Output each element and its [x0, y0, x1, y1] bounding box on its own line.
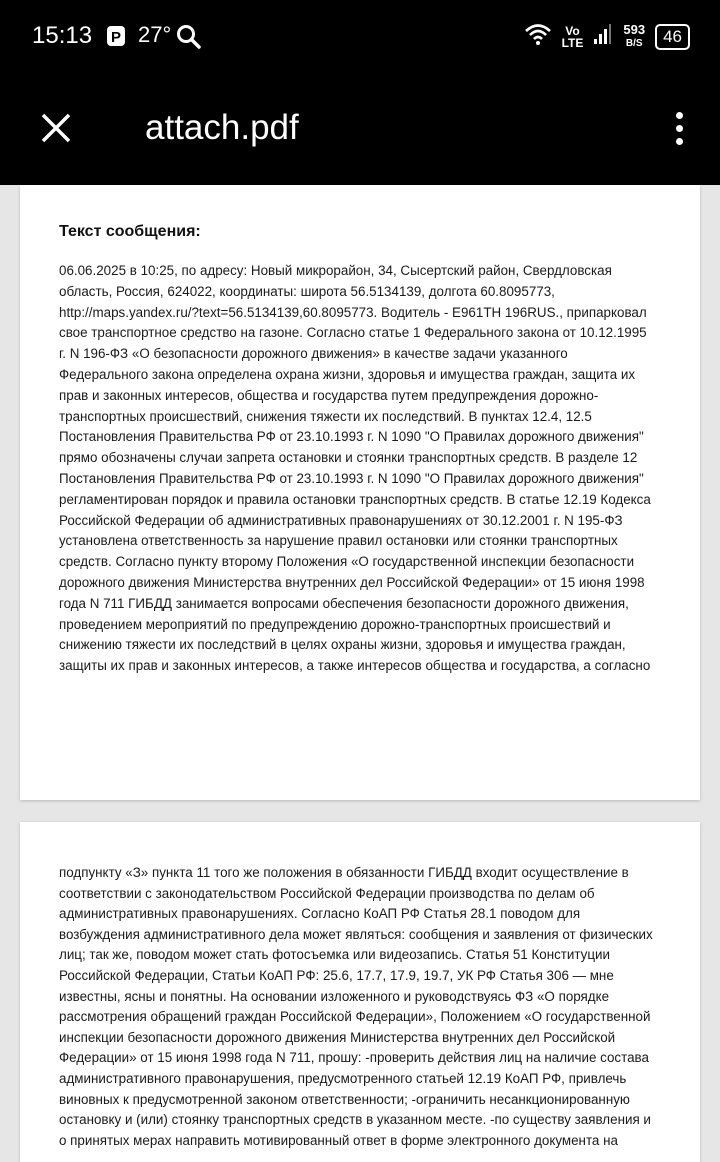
- text-line: средств. Согласно пункту второму Положения «О государственной инспекции безопасности: [59, 554, 635, 570]
- close-icon[interactable]: [38, 110, 74, 146]
- status-bar: [0, 18, 720, 54]
- text-line: подпункту «З» пункта 11 того же положения в обязанности ГИБДД входит осуществление в: [59, 865, 629, 880]
- text-line: о принятых мерах направить мотивированный ответ в форме электронного документа на: [59, 1132, 618, 1148]
- text-line: область, Россия, 624022, координаты: широта 56.5134139, долгота 60.8095773,: [59, 283, 555, 299]
- text-line: известны, ясны и понятны. На основании изложенного и руководствуясь ФЗ «О порядке: [59, 988, 610, 1004]
- message-heading: Текст сообщения:: [59, 223, 201, 240]
- lte-label: LTE: [561, 35, 584, 50]
- text-line: Российской Федерации, Статьи КоАП РФ: 25.6, 17.7, 17.9, 19.7, УК РФ Статья 306 — мне: [59, 967, 614, 983]
- text-line: дорожного движения Министерства внутренних дел Российской Федерации» от 15 июня 1998: [59, 574, 645, 590]
- text-line: возбуждения административного дела может являться: сообщения и заявления от физических: [59, 926, 653, 942]
- text-line: виновных к предусмотренной законом ответственности; -ограничить несанкционированную: [59, 1091, 630, 1107]
- top-bar: [0, 0, 720, 185]
- temperature: 27°: [138, 22, 172, 47]
- signal-icon: [593, 23, 613, 50]
- pdf-page-2: [20, 822, 700, 1162]
- text-line: инспекции безопасности дорожного движения Министерства внутренних дел Российской: [59, 1029, 616, 1045]
- text-line: Федерального закона определена охрана жизни, здоровья и имущества граждан, защита их: [59, 366, 636, 382]
- text-line: защиты их прав и законных интересов, а также интересов общества и государства, а согласно: [59, 658, 651, 674]
- text-line: года N 711 ГИБДД занимается вопросами обеспечения безопасности дорожного движения,: [59, 595, 629, 611]
- speed-unit: B/S: [625, 37, 643, 49]
- volte-indicator: [562, 25, 584, 49]
- page-text: [59, 261, 651, 677]
- more-vertical-icon[interactable]: [676, 112, 684, 151]
- clock: 15:13: [32, 22, 93, 49]
- text-line: рассмотрения обращений граждан Российской Федерации», Положением «О государственной: [59, 1009, 651, 1025]
- speed-value: 593: [623, 21, 646, 37]
- text-line: соответствии с законодательством Российской Федерации производства по делам об: [59, 885, 595, 901]
- network-speed: [623, 21, 646, 50]
- wifi-icon: [524, 22, 552, 51]
- text-line: Российской Федерации об административных правонарушениях от 30.12.2001 г. N 195-ФЗ: [59, 512, 623, 528]
- document-title: attach.pdf: [145, 108, 299, 147]
- text-line: транспортных происшествий, снижения тяжести их последствий. В пунктах 12.4, 12.5: [59, 408, 592, 424]
- text-line: Федерации» от 15 июня 1998 года N 711, прошу: -проверить действия лиц на наличие состава: [59, 1050, 649, 1066]
- text-line: Постановления Правительства РФ от 23.10.1993 г. N 1090 "О Правилах дорожного движения": [59, 470, 644, 486]
- text-line: административного правонарушения, предусмотренного статьей 12.19 КоАП РФ, привлечь: [59, 1070, 627, 1086]
- text-line: административных правонарушениях. Согласно КоАП РФ Статья 28.1 поводом для: [59, 906, 581, 922]
- pdf-page-1: [20, 185, 700, 800]
- text-line: остановку и (или) стоянку транспортных средств в указанном месте. -по существу заявления и: [59, 1112, 651, 1128]
- text-line: установлена ответственность за нарушение правил остановки или стоянки транспортных: [59, 533, 618, 549]
- volte-label: Vo: [565, 23, 580, 38]
- text-line: Постановления Правительства РФ от 23.10.1993 г. N 1090 "О Правилах дорожного движения": [59, 429, 644, 445]
- battery-icon: 46: [655, 24, 690, 50]
- svg-text:P: P: [111, 29, 122, 46]
- text-line: http://maps.yandex.ru/?text=56.5134139,60.8095773. Водитель - Е961ТН 196RUS., припарковал: [59, 304, 647, 320]
- app-bar: [0, 100, 720, 160]
- text-line: прав и законных интересов, общества и государства путем предупреждения дорожно-: [59, 387, 599, 403]
- text-line: проведением мероприятий по предупреждению дорожно-транспортных происшествий и: [59, 616, 611, 632]
- text-line: лиц; так же, поводом может стать фотосъемка или видеозапись. Статья 51 Конституции: [59, 947, 611, 963]
- text-line: 06.06.2025 в 10:25, по адресу: Новый микрорайон, 34, Сысертский район, Свердловская: [59, 263, 612, 278]
- text-line: г. N 196-ФЗ «О безопасности дорожного движения» в качестве задачи указанного: [59, 346, 568, 362]
- text-line: свое транспортное средство на газоне. Согласно статье 1 Федерального закона от 10.12.1995: [59, 325, 647, 341]
- search-icon: [176, 24, 202, 55]
- text-line: регламентирован порядок и правила остановки транспортных средств. В статье 12.19 Кодекса: [59, 491, 651, 507]
- parking-app-icon: [106, 24, 126, 53]
- page-text: [59, 863, 653, 1151]
- text-line: снижению тяжести их последствий в целях охраны жизни, здоровья и имущества граждан,: [59, 637, 626, 653]
- text-line: прямо обозначены случаи запрета остановки и стоянки транспортных средств. В разделе 12: [59, 450, 638, 466]
